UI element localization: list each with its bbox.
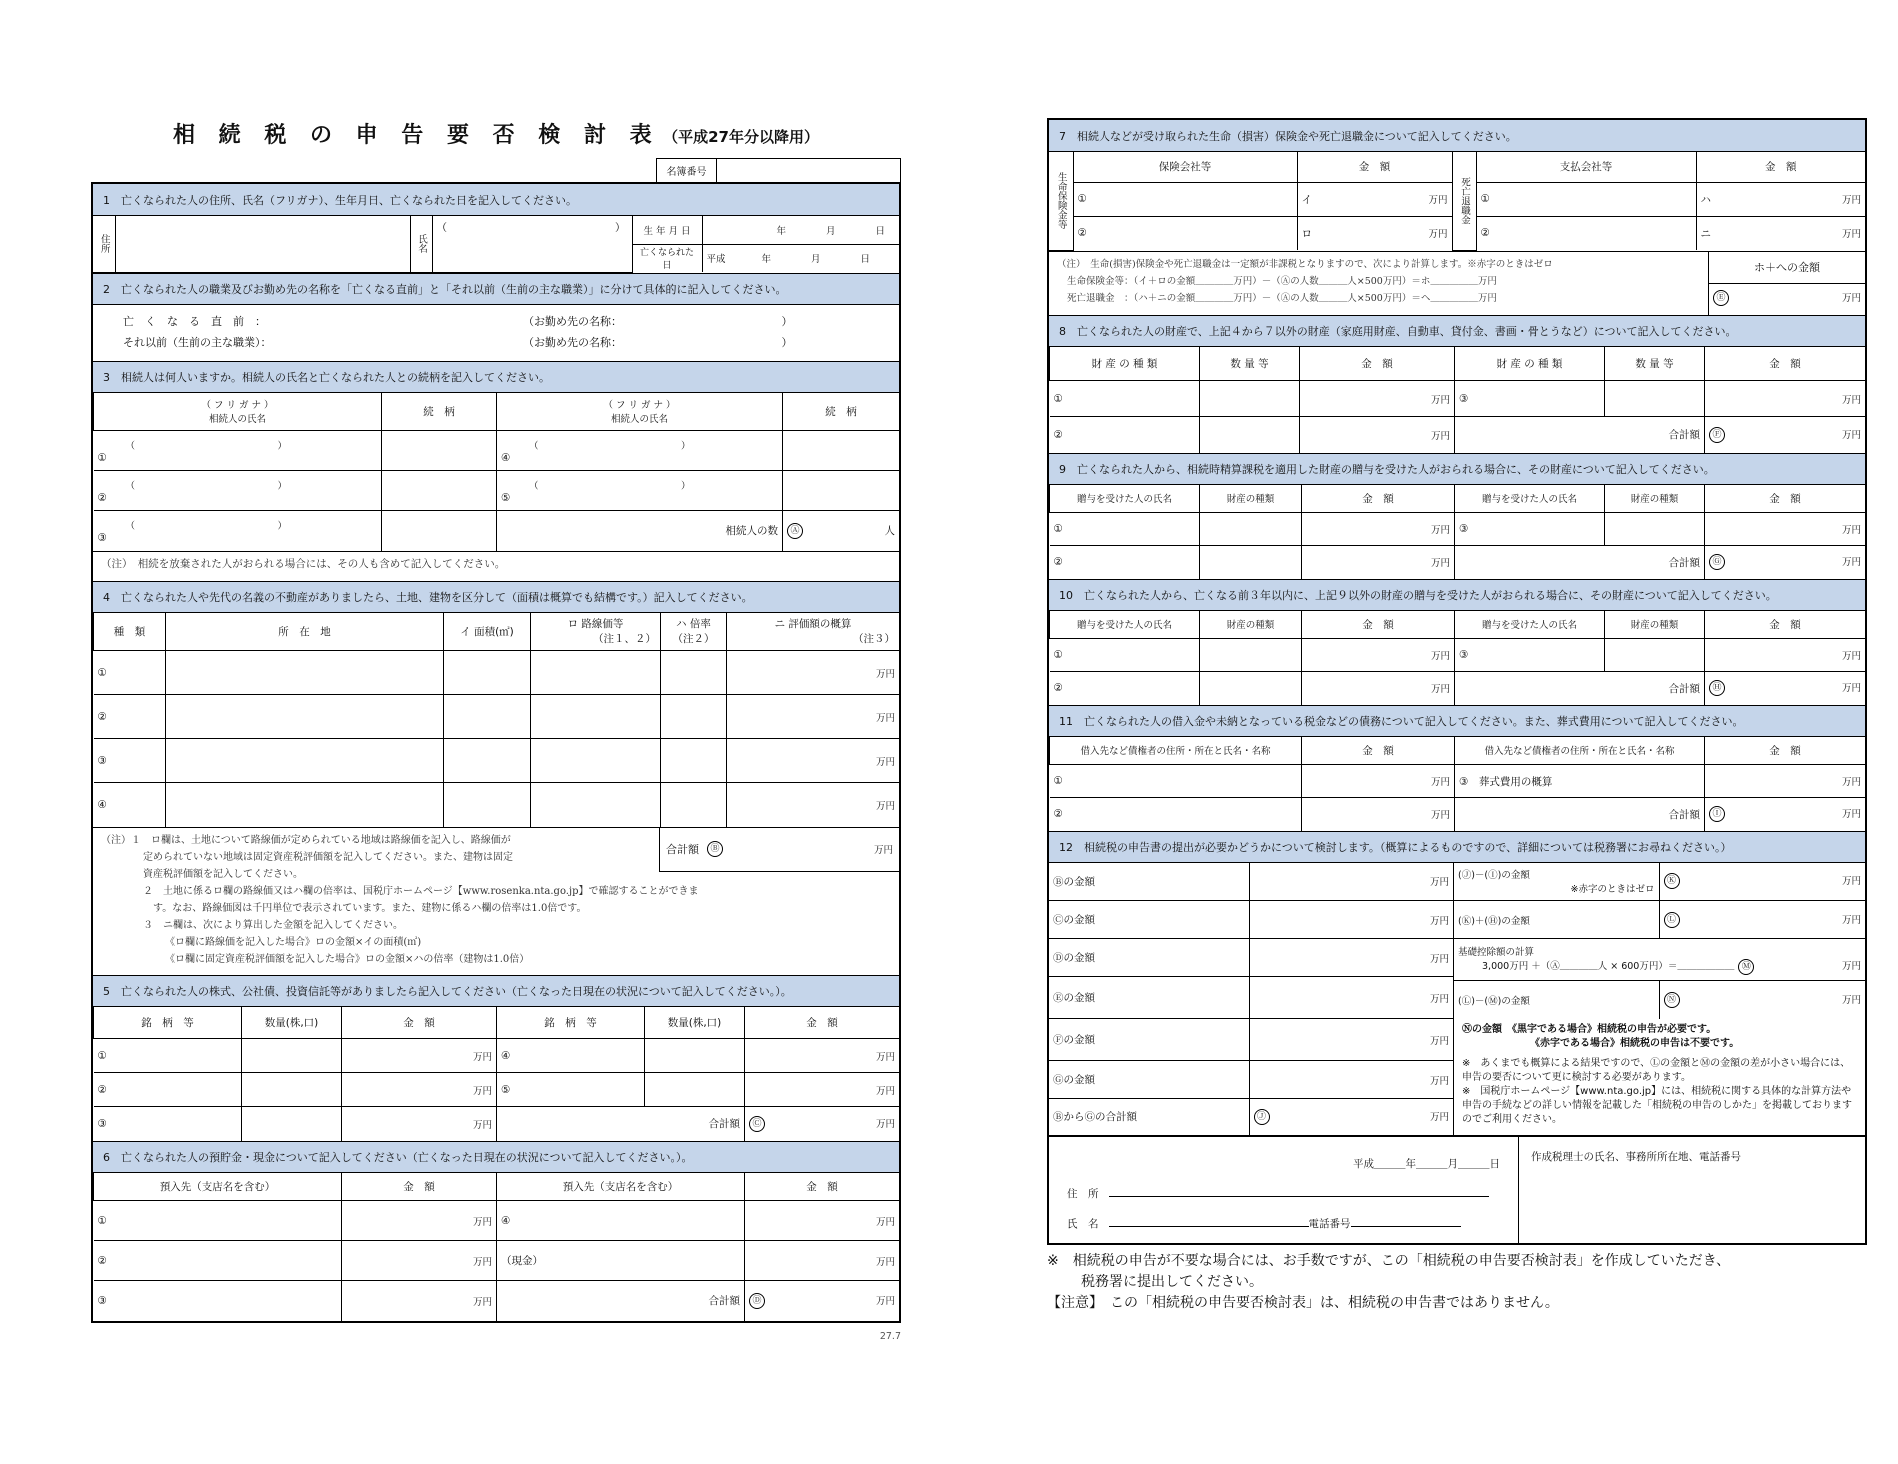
title-main: 相 続 税 の 申 告 要 否 検 討 表 — [173, 122, 660, 148]
footer-notes: ※ 相続税の申告が不要な場合には、お手数ですが、この「相続税の申告要否検討表」を作成していただき、 税務署に提出してください。 【注意】 この「相続税の申告要否検討表」は、相続税の申告書ではありません。 — [1047, 1252, 1731, 1311]
table-row: ② 万円 合計額 Ⓗ 万円 — [1050, 672, 1866, 705]
meibo-input[interactable] — [717, 159, 900, 182]
meibo-box — [656, 158, 901, 182]
heir-5-rel[interactable] — [783, 471, 900, 511]
heir-4-rel[interactable] — [783, 431, 900, 471]
job-before-death[interactable]: 亡 く な る 直 前 ： — [123, 314, 266, 328]
col-area: イ 面積(㎡) — [444, 613, 531, 651]
section-3-note: （注） 相続を放棄された人がおられる場合には、その人も含めて記入してください。 — [93, 551, 899, 581]
section-7-heading: 7 相続人などが受け取られた生命（損害）保険金や死亡退職金について記入してください。 — [1049, 120, 1865, 152]
col-rosenka: ロ 路線価等 （注１、２） — [531, 613, 661, 651]
heir-3[interactable]: （ ） ③ — [94, 511, 382, 551]
left-page — [91, 118, 901, 1342]
section-11-heading: 11 亡くなられた人の借入金や未納となっている税金などの債務について記入してください。また、葬式費用について記入してください。 — [1049, 705, 1865, 737]
table-row: ② 万円 （現金） 万円 — [94, 1241, 900, 1281]
realestate-table — [93, 613, 899, 827]
section-2-body — [93, 305, 899, 361]
relation-header: 続 柄 — [382, 393, 497, 431]
gift-3yr-table: 贈与を受けた人の氏名 財産の種類 金 額 贈与を受けた人の氏名 財産の種類 金 額 ① 万円 ③ 万円 ② 万円 合計額 Ⓗ 万円 — [1049, 611, 1865, 705]
right-frame — [1047, 118, 1867, 1245]
section-5-heading: 5 亡くなられた人の株式、公社債、投資信託等がありましたら記入してください（亡くなった日現在の状況について記入してください。）。 — [93, 975, 899, 1007]
heir-5[interactable]: （ ） ⑤ — [497, 471, 783, 511]
heir-1-rel[interactable] — [382, 431, 497, 471]
right-page — [1047, 118, 1867, 1314]
office-1[interactable]: （お勤め先の名称： ） — [523, 314, 793, 328]
section-2-heading: 2 亡くなられた人の職業及びお勤め先の名称を「亡くなる直前」と「それ以前（生前の主な職業）」に分けて具体的に記入してください。 — [93, 273, 899, 305]
form-title — [91, 118, 901, 178]
heir-count-field[interactable]: Ⓐ 人 — [783, 511, 900, 551]
basic-deduction[interactable]: 基礎控除額の計算 3,000万円 ＋（Ⓐ＿＿＿＿人 × 600万円）＝＿＿＿＿＿＿ Ⓜ 万円 — [1454, 939, 1865, 981]
total-c[interactable]: Ⓒ 万円 — [745, 1107, 900, 1141]
birth-label: 生 年 月 日 — [632, 216, 702, 244]
table-row: ① 万円 ③ 万円 — [1050, 381, 1866, 417]
birth-field[interactable]: 年 月 日 — [702, 216, 899, 244]
table-row: ② 万円 合計額 Ⓘ 万円 — [1050, 798, 1866, 831]
office-2[interactable]: （お勤め先の名称： ） — [523, 335, 793, 349]
heir-2[interactable]: （ ） ② — [94, 471, 382, 511]
retire-label: 死亡退職金 — [1452, 152, 1476, 250]
section-7-notes: （注） 生命(損害)保険金や死亡退職金は一定額が非課税となりますので、次により計算します。※赤字のときはゼロ 生命保険金等：（イ＋ロの金額＿＿＿＿万円）－（Ⓐの人数＿＿＿人×500万円）＝ホ＿＿＿＿＿万円 死亡退職金 ：（ハ＋ニの金額＿＿＿＿万円）－（Ⓐの人数＿＿＿人×500万円）＝ヘ＿＿＿＿＿万円 ホ＋への金額 Ⓔ 万円 — [1049, 251, 1865, 315]
col-type: 種 類 — [94, 613, 166, 651]
table-row: ① 万円 ③ 葬式費用の概算 万円 — [1050, 765, 1866, 798]
table-row: ③ 万円 合計額 Ⓒ 万円 — [94, 1107, 900, 1141]
total-c-label: 合計額 — [497, 1107, 745, 1141]
section-3-heading: 3 相続人は何人いますか。相続人の氏名と亡くなられた人との続柄を記入してください。 — [93, 361, 899, 393]
table-row: ② 万円 — [94, 695, 900, 739]
table-row: ① 万円 — [94, 651, 900, 695]
judgement-notes: Ⓝの金額 《黒字である場合》相続税の申告が必要です。 《赤字である場合》相続税の申告は不要です。 ※ あくまでも概算による結果ですので、Ⓛの金額とⓂの金額の差が小さい場合には、申告の要否について更に検討する必要があります。 ※ 国税庁ホームページ【www.nta.go.jp】には、相続税に関する具体的な計算方法や申告の手続などの詳しい情報を記載した「相続税の申告のしかた」を掲載しておりますのでご利用ください。 — [1462, 1023, 1852, 1125]
section-1-heading: 1 亡くなられた人の住所、氏名（フリガナ）、生年月日、亡くなられた日を記入してください。 — [93, 184, 899, 216]
signature-area — [1049, 1135, 1865, 1243]
heirs-table — [93, 393, 899, 551]
col-ratio: ハ 倍率 （注２） — [661, 613, 727, 651]
total-h[interactable]: Ⓗ 万円 — [1705, 672, 1866, 705]
table-row: ③ 万円 — [94, 739, 900, 783]
address-label: 住所 — [93, 216, 115, 272]
name-field[interactable]: （ ） — [432, 216, 632, 272]
heir-2-rel[interactable] — [382, 471, 497, 511]
table-row: ② ロ 万円 ② ニ 万円 — [1049, 216, 1865, 250]
table-row: ① イ 万円 ① ハ 万円 — [1049, 182, 1865, 216]
table-row: ③ 万円 合計額 Ⓓ 万円 — [94, 1281, 900, 1321]
meibo-label: 名簿番号 — [657, 159, 717, 182]
address-field[interactable] — [115, 216, 410, 272]
filer-info[interactable]: 平成＿＿＿年＿＿＿月＿＿＿日 住 所 氏 名 電話番号 — [1049, 1137, 1519, 1243]
death-field[interactable]: 平成 年 月 日 — [702, 244, 899, 272]
section-6-heading: 6 亡くなられた人の預貯金・現金について記入してください（亡くなった日現在の状況について記入してください。）。 — [93, 1141, 899, 1173]
section-10-heading: 10 亡くなられた人から、亡くなる前３年以内に、上記９以外の財産の贈与を受けた人がおられる場合に、その財産について記入してください。 — [1049, 579, 1865, 611]
section-4-notes: 合計額 Ⓑ 万円 （注）１ ロ欄は、土地について路線価が定められている地域は路線価を記入し、路線価が 定められていない地域は固定資産税評価額を記入してください。また、建物は固定 資産税評価額を記入してください。 ２ 土地に係るロ欄の路線価又はハ欄の倍率は、国税庁ホームページ【www.rosenka.nta.go.jp】で確認することができま す。なお、路線価図は千円単位で表示されています。また、建物に係るハ欄の倍率は1.0倍です。 ３ ニ欄は、次により算出した金額を記入してください。 《ロ欄に路線価を記入した場合》ロの金額×イの面積(㎡) 《ロ欄に固定資産税評価額を記入した場合》ロの金額×ハの倍率（建物は1.0倍） — [93, 827, 899, 975]
col-value: ニ 評価額の概算 （注３） — [727, 613, 900, 651]
version-label: 27.7 — [879, 1330, 901, 1342]
section-9-heading: 9 亡くなられた人から、相続時精算課税を適用した財産の贈与を受けた人がおられる場合に、その財産について記入してください。 — [1049, 453, 1865, 485]
title-sub: （平成27年分以降用） — [663, 128, 819, 146]
tax-accountant-info[interactable]: 作成税理士の氏名、事務所所在地、電話番号 — [1531, 1150, 1741, 1163]
table-row: ① 万円 ④ 万円 — [94, 1201, 900, 1241]
relation-header-2: 続 柄 — [783, 393, 900, 431]
section-8-heading: 8 亡くなられた人の財産で、上記４から７以外の財産（家庭用財産、自動車、貸付金、書画・骨とうなど）について記入してください。 — [1049, 315, 1865, 347]
life-label: 生命保険金等 — [1049, 152, 1073, 250]
total-g[interactable]: Ⓖ 万円 — [1705, 546, 1866, 579]
left-frame — [91, 182, 901, 1323]
table-row: ② 万円 ⑤ 万円 — [94, 1073, 900, 1107]
table-row: ④ 万円 — [94, 783, 900, 827]
total-i[interactable]: Ⓘ 万円 — [1705, 798, 1866, 831]
section-4-heading: 4 亡くなられた人や先代の名義の不動産がありましたら、土地、建物を区分して（面積は概算でも結構です。）記入してください。 — [93, 581, 899, 613]
total-f[interactable]: Ⓕ 万円 — [1705, 417, 1866, 453]
sum-table: Ⓑの金額 万円 Ⓒの金額 万円 Ⓓの金額 万円 Ⓔの金額 万円 Ⓕの金額 万円 Ⓖの金額 万円 ⒷからⒼの合計額 Ⓙ 万円 — [1049, 863, 1454, 1135]
heir-count-label: 相続人の数 — [497, 511, 783, 551]
stocks-table: 銘 柄 等 数量(株,口) 金 額 銘 柄 等 数量(株,口) 金 額 ① 万円 ④ 万円 ② 万円 ⑤ 万円 ③ 万円 合計額 Ⓒ 万円 — [93, 1007, 899, 1141]
col-location: 所 在 地 — [166, 613, 444, 651]
job-earlier[interactable]: それ以前（生前の主な職業）： — [123, 335, 272, 349]
section-1-table — [93, 216, 899, 273]
total-b[interactable]: 合計額 Ⓑ 万円 — [659, 828, 899, 872]
other-assets-table: 財 産 の 種 類 数 量 等 金 額 財 産 の 種 類 数 量 等 金 額 ① 万円 ③ 万円 ② 万円 合計額 Ⓕ 万円 — [1049, 347, 1865, 453]
total-l[interactable]: Ⓛ 万円 — [1659, 901, 1865, 939]
gift-settlement-table: 贈与を受けた人の氏名 財産の種類 金 額 贈与を受けた人の氏名 財産の種類 金 額 ① 万円 ③ 万円 ② 万円 合計額 Ⓖ 万円 — [1049, 485, 1865, 579]
table-row: ① 万円 ④ 万円 — [94, 1039, 900, 1073]
section-12-body — [1049, 863, 1865, 1135]
table-row: ② 万円 合計額 Ⓖ 万円 — [1050, 546, 1866, 579]
heir-3-rel[interactable] — [382, 511, 497, 551]
table-row: ② 万円 合計額 Ⓕ 万円 — [1050, 417, 1866, 453]
total-n[interactable]: Ⓝ 万円 — [1659, 981, 1865, 1019]
death-label: 亡くなられた日 — [632, 244, 702, 272]
table-row: ① 万円 ③ 万円 — [1050, 513, 1866, 546]
heir-1[interactable]: （ ） ① — [94, 431, 382, 471]
total-d[interactable]: Ⓓ 万円 — [745, 1281, 900, 1321]
total-j[interactable]: Ⓙ 万円 — [1249, 1099, 1454, 1135]
total-e[interactable]: ホ＋への金額 Ⓔ 万円 — [1708, 252, 1865, 315]
heir-name-header: （ フ リ ガ ナ ） 相続人の氏名 — [94, 393, 382, 431]
calc-panel: (Ⓙ)－(Ⓘ)の金額 ※赤字のときはゼロ Ⓚ 万円 (Ⓚ)＋(Ⓗ)の金額 Ⓛ 万円 基礎控除額の計算 3,000万円 ＋（Ⓐ＿＿＿＿人 × 600万円）＝＿＿＿＿＿＿ Ⓜ 万円 (Ⓛ)－(Ⓜ)の金額 Ⓝ 万円 Ⓝの金額 《黒字である場合》相続税の申告が必要です。 《赤字である場合》相続税の申告は不要です。 ※ あくまでも概算による結果ですので、Ⓛの金額とⓂの金額の差が小さい場合には、申告の要否について更に検討する必要があります。 ※ 国税庁ホームページ【www.nta.go.jp】には、相続税に関する具体的な計算方法や申告の手続などの詳しい情報を記載した「相続税の申告のしかた」を掲載しておりますのでご利用ください。 — [1454, 863, 1865, 1135]
section-12-heading: 12 相続税の申告書の提出が必要かどうかについて検討します。（概算によるものですので、詳細については税務署にお尋ねください。） — [1049, 831, 1865, 863]
deposits-table: 預入先（支店名を含む） 金 額 預入先（支店名を含む） 金 額 ① 万円 ④ 万円 ② 万円 （現金） 万円 ③ 万円 合計額 Ⓓ 万円 — [93, 1173, 899, 1321]
total-k[interactable]: Ⓚ 万円 — [1659, 863, 1865, 901]
heir-4[interactable]: （ ） ④ — [497, 431, 783, 471]
debts-table: 借入先など債権者の住所・所在と氏名・名称 金 額 借入先など債権者の住所・所在と氏名・名称 金 額 ① 万円 ③ 葬式費用の概算 万円 ② 万円 合計額 Ⓘ 万円 — [1049, 737, 1865, 831]
insurance-table: 生命保険金等 保険会社等 金 額 死亡退職金 支払会社等 金 額 ① イ 万円 ① ハ 万円 ② ロ 万円 ② ニ 万円 — [1049, 152, 1865, 251]
heir-name-header-2: （ フ リ ガ ナ ） 相続人の氏名 — [497, 393, 783, 431]
name-label: 氏名 — [410, 216, 432, 272]
table-row: ① 万円 ③ 万円 — [1050, 639, 1866, 672]
